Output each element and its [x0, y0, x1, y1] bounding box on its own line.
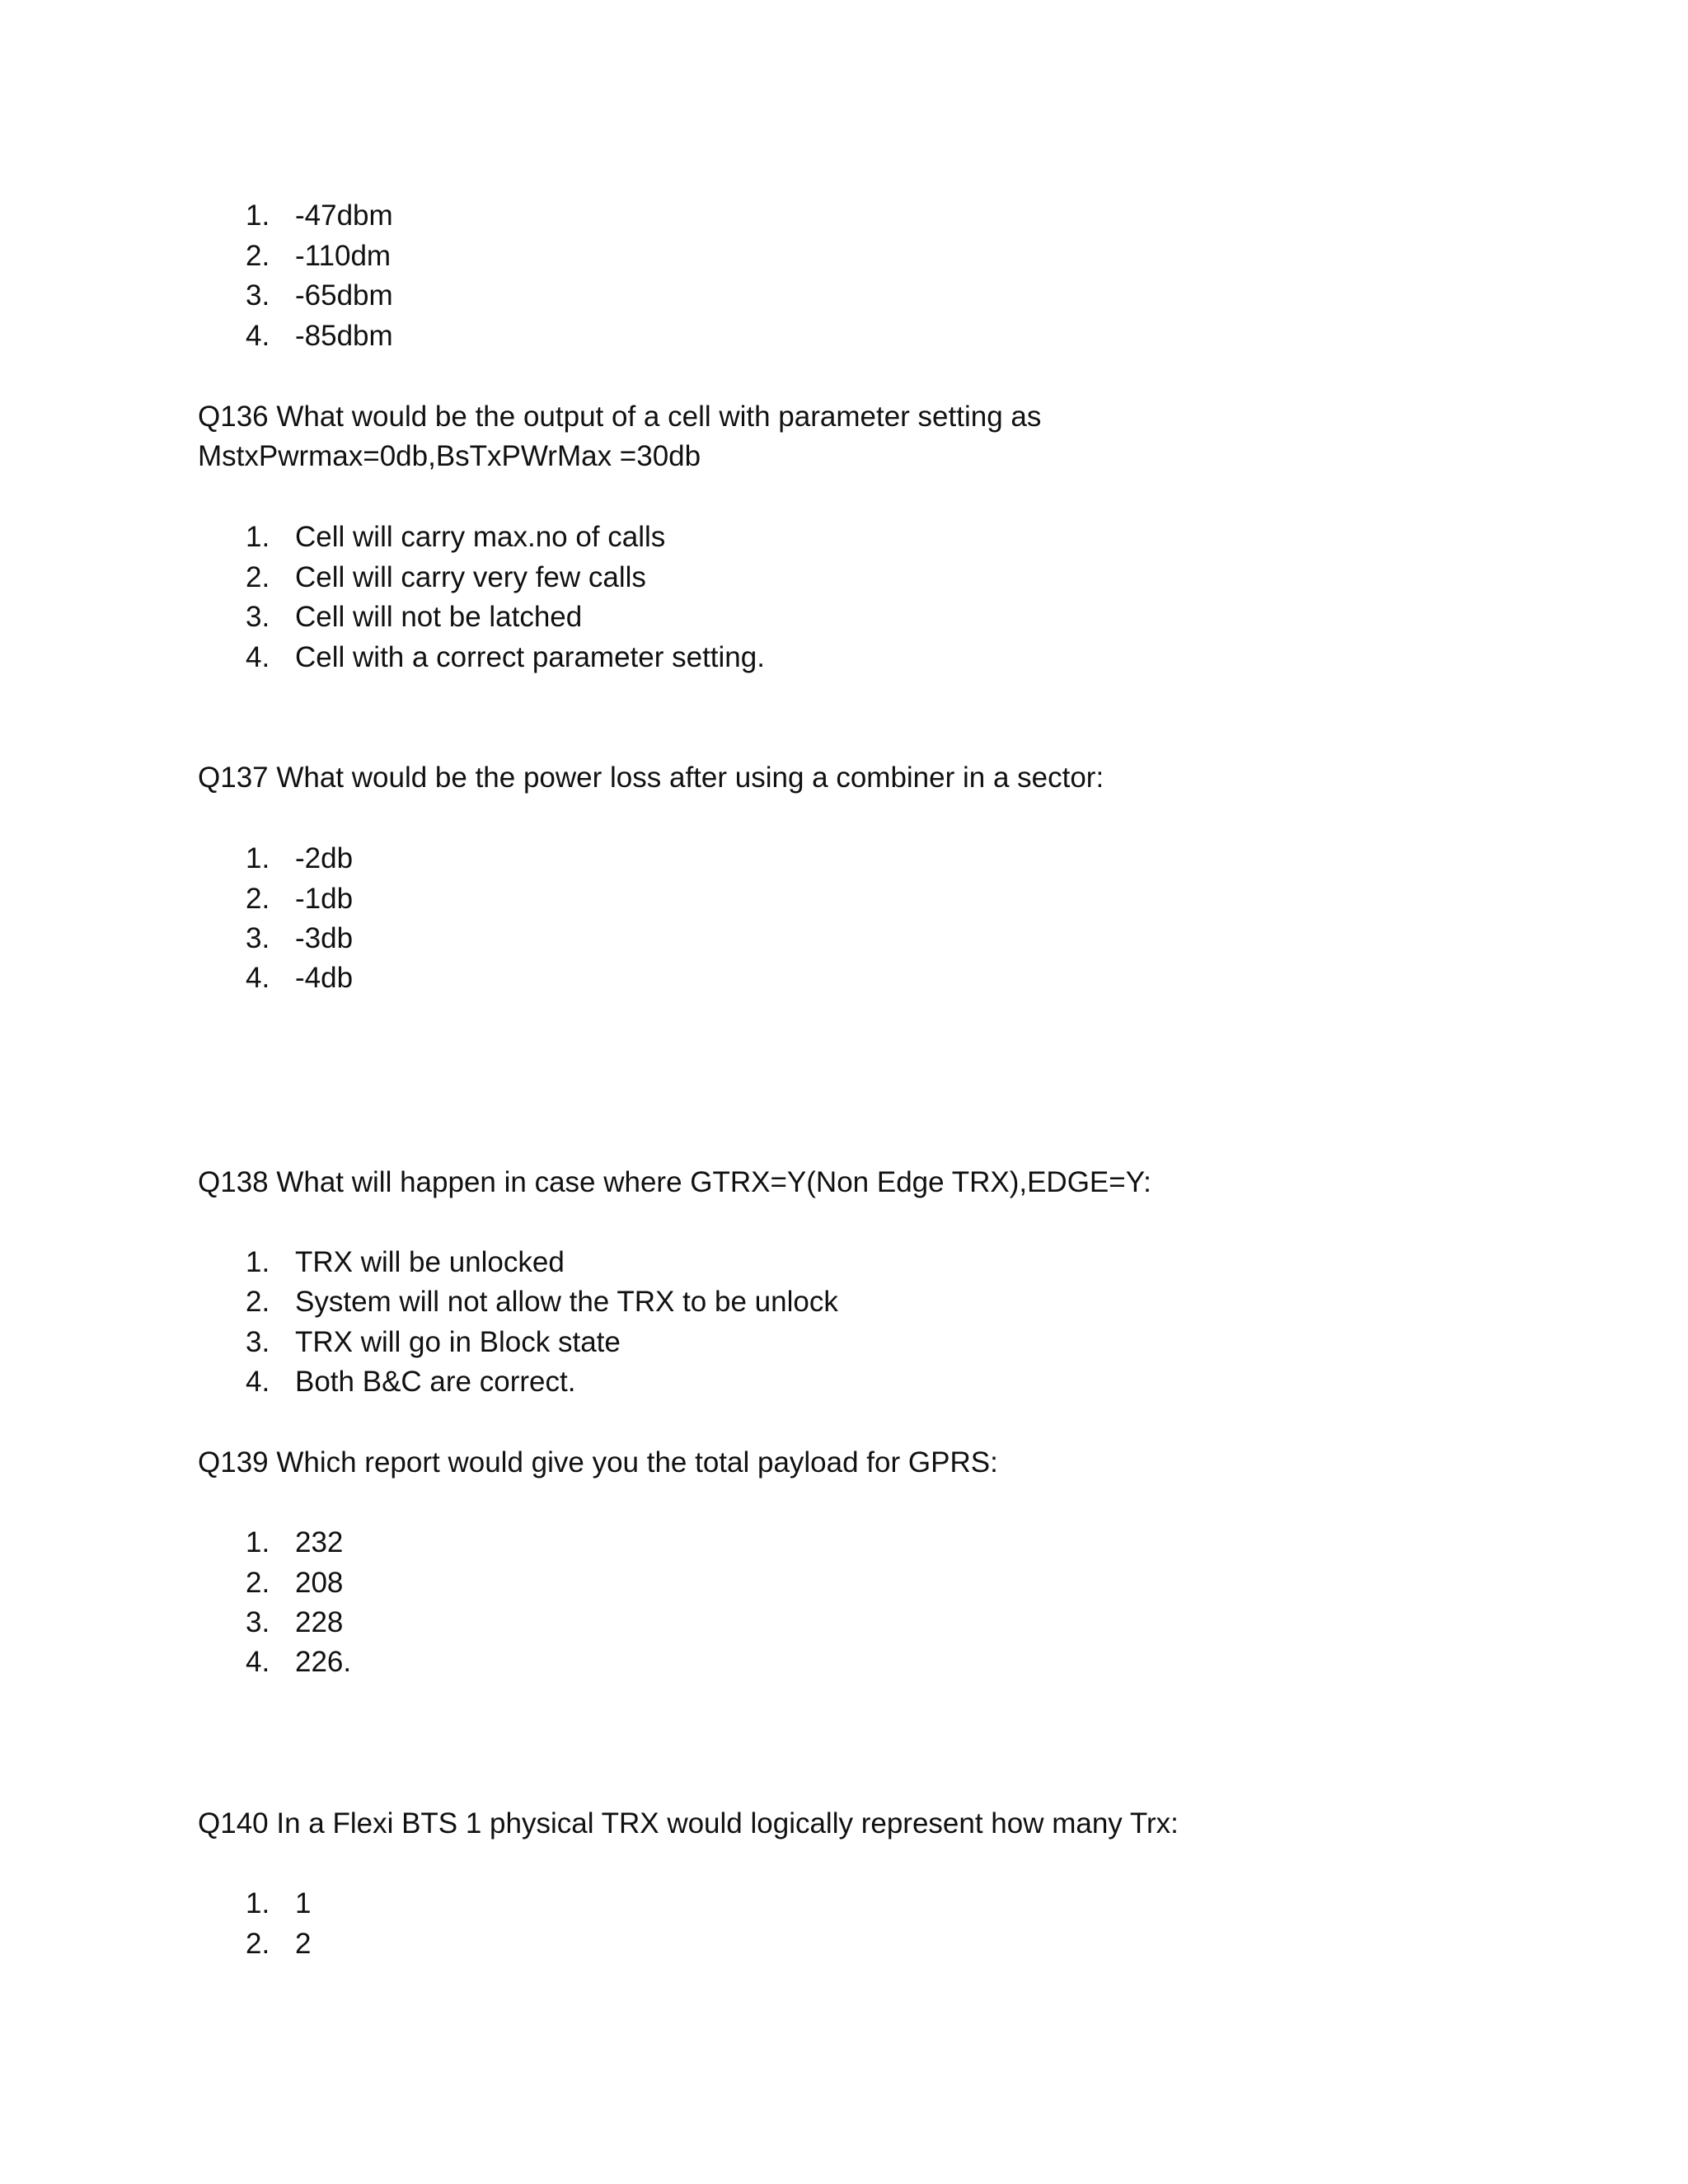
list-number: 2. [246, 1928, 270, 1960]
option-text: 2 [295, 1928, 312, 1960]
option-text: Cell with a correct parameter setting. [295, 641, 765, 673]
question-q138: Q138 What will happen in case where GTRX=Y(Non Edge TRX),EDGE=Y: [198, 1166, 1151, 1198]
option-text: TRX will be unlocked [295, 1246, 565, 1278]
option-text: -47dbm [295, 199, 393, 232]
list-number: 3. [246, 1326, 270, 1358]
list-number: 4. [246, 1646, 270, 1678]
option-text: 226. [295, 1646, 352, 1678]
option-text: 208 [295, 1567, 344, 1599]
option-text: TRX will go in Block state [295, 1326, 621, 1358]
list-number: 3. [246, 1606, 270, 1638]
list-number: 3. [246, 279, 270, 312]
question-q139: Q139 Which report would give you the total payload for GPRS: [198, 1446, 998, 1479]
option-text: -85dbm [295, 320, 393, 352]
option-text: 1 [295, 1887, 312, 1919]
list-number: 3. [246, 601, 270, 633]
option-text: Cell will carry max.no of calls [295, 521, 666, 553]
list-number: 4. [246, 962, 270, 994]
question-q137: Q137 What would be the power loss after using a combiner in a sector: [198, 762, 1104, 794]
option-text: System will not allow the TRX to be unlock [295, 1286, 838, 1318]
list-number: 4. [246, 641, 270, 673]
option-text: -1db [295, 883, 354, 915]
option-text: 232 [295, 1526, 344, 1558]
list-number: 4. [246, 320, 270, 352]
list-number: 1. [246, 1246, 270, 1278]
list-number: 1. [246, 521, 270, 553]
option-text: Both B&C are correct. [295, 1366, 576, 1398]
list-number: 2. [246, 1286, 270, 1318]
option-text: -65dbm [295, 279, 393, 312]
list-number: 3. [246, 922, 270, 954]
list-number: 2. [246, 240, 270, 272]
list-number: 2. [246, 883, 270, 915]
list-number: 2. [246, 1567, 270, 1599]
list-number: 1. [246, 199, 270, 232]
list-number: 2. [246, 561, 270, 593]
list-number: 1. [246, 842, 270, 874]
option-text: -3db [295, 922, 354, 954]
option-text: -2db [295, 842, 354, 874]
question-q140: Q140 In a Flexi BTS 1 physical TRX would logically represent how many Trx: [198, 1807, 1179, 1840]
list-number: 1. [246, 1887, 270, 1919]
option-text: -110dm [295, 240, 392, 272]
option-text: 228 [295, 1606, 344, 1638]
question-q136-line1: Q136 What would be the output of a cell with parameter setting as [198, 401, 1042, 433]
list-number: 4. [246, 1366, 270, 1398]
option-text: Cell will not be latched [295, 601, 583, 633]
list-number: 1. [246, 1526, 270, 1558]
option-text: -4db [295, 962, 354, 994]
option-text: Cell will carry very few calls [295, 561, 646, 593]
question-q136-line2: MstxPwrmax=0db,BsTxPWrMax =30db [198, 440, 701, 472]
